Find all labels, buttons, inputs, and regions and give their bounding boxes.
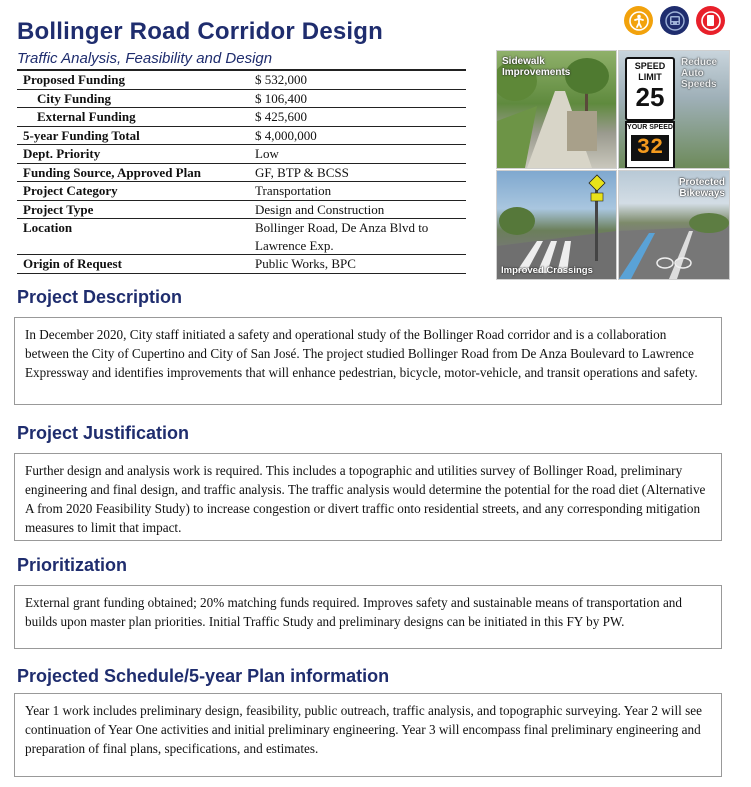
project-info-table	[17, 69, 466, 274]
info-value: Low	[255, 146, 279, 161]
info-row	[17, 145, 466, 164]
speed-sign-photo	[618, 50, 730, 169]
justification-box	[14, 453, 722, 541]
info-row	[17, 126, 466, 145]
info-row	[17, 108, 466, 127]
schedule-heading: Projected Schedule/5-year Plan information	[17, 666, 390, 686]
info-value: GF, BTP & BCSS	[255, 164, 349, 180]
info-key: City Funding	[37, 90, 112, 106]
info-value: $ 4,000,000	[255, 127, 317, 143]
info-value: Design and Construction	[255, 201, 385, 217]
info-row	[17, 182, 466, 201]
description-text: In December 2020, City staff initiated a safety and operational study of the Bollinger Road corridor and is a collaboration between the City of Cupertino and City of San José. The project studied Bollinger Road from De Anza Boulevard to Lawrence Expressway and identifies improvements that will enhance pedestrian, bicycle, motor-vehicle, and transit operations and safety.	[25, 327, 698, 380]
info-value: Transportation	[255, 183, 332, 198]
info-row	[17, 255, 466, 274]
pedestrian-icon	[624, 6, 653, 35]
info-value: Bollinger Road, De Anza Blvd to Lawrence Exp.	[255, 220, 429, 253]
info-row	[17, 219, 466, 255]
sidewalk-photo	[496, 50, 617, 169]
info-row	[17, 70, 466, 89]
description-heading: Project Description	[17, 287, 183, 307]
info-key: Location	[23, 220, 73, 235]
info-key: Origin of Request	[23, 256, 122, 271]
info-row	[17, 200, 466, 219]
info-value: $ 532,000	[255, 72, 307, 87]
prioritization-heading: Prioritization	[17, 555, 128, 575]
bikeways-label: Protected Bikeways	[678, 177, 725, 199]
info-key: External Funding	[37, 109, 136, 124]
your-speed-sign	[625, 121, 675, 169]
crossings-label: Improved Crossings	[501, 265, 593, 276]
info-row	[17, 163, 466, 182]
info-key: Funding Source, Approved Plan	[23, 164, 201, 180]
sidewalk-label: Sidewalk Improvements	[502, 56, 571, 78]
speed-limit-sign	[625, 57, 675, 121]
info-key: 5-year Funding Total	[23, 127, 140, 143]
category-icons	[624, 6, 725, 35]
info-key: Proposed Funding	[23, 72, 125, 87]
prioritization-text: External grant funding obtained; 20% matching funds required. Improves safety and sustainable means of transportation and builds upon master plan priorities. Initial Traffic Study and preliminary designs can be initiated in this FY by PW.	[25, 595, 682, 629]
speed-label: Reduce Auto Speeds	[681, 57, 718, 90]
info-value: Public Works, BPC	[255, 256, 356, 271]
description-box	[14, 317, 722, 405]
bikeways-photo	[618, 170, 730, 280]
justification-text: Further design and analysis work is required. This includes a topographic and utilities survey of Bollinger Road, preliminary engineering and final design, and traffic analysis. The traffic analysis would determine the potential for the road diet (Alternative A from 2020 Feasibility Study) to increase congestion or divert traffic onto residential streets, and any corresponding mitigation measures to limit that impact.	[25, 463, 706, 535]
transit-icon	[660, 6, 689, 35]
sign-number-text: 25	[635, 82, 665, 112]
justification-heading: Project Justification	[17, 423, 190, 443]
your-speed-text: YOUR SPEED	[627, 124, 673, 131]
page-title: Bollinger Road Corridor Design	[17, 18, 384, 45]
schedule-box	[14, 693, 722, 777]
info-value: $ 106,400	[255, 90, 307, 106]
page-subtitle: Traffic Analysis, Feasibility and Design	[17, 50, 273, 67]
info-value: $ 425,600	[255, 109, 307, 124]
your-speed-number: 32	[631, 135, 669, 161]
crossings-photo	[496, 170, 617, 280]
info-key: Dept. Priority	[23, 146, 101, 161]
traffic-signal-icon	[696, 6, 725, 35]
schedule-text: Year 1 work includes preliminary design, feasibility, public outreach, traffic analysis, and topographic surveying. Year 2 will see continuation of Year One activities and initial preliminary engineering. Year 3 will encompass final preliminary engineering and preparation of final plans, specifications, and estimates.	[25, 703, 702, 756]
prioritization-box	[14, 585, 722, 649]
sign-limit-text: LIMIT	[638, 72, 662, 82]
sign-speed-text: SPEED	[634, 61, 666, 71]
info-row	[17, 89, 466, 108]
info-key: Project Category	[23, 183, 118, 198]
info-key: Project Type	[23, 201, 94, 217]
photo-collage	[496, 50, 728, 279]
